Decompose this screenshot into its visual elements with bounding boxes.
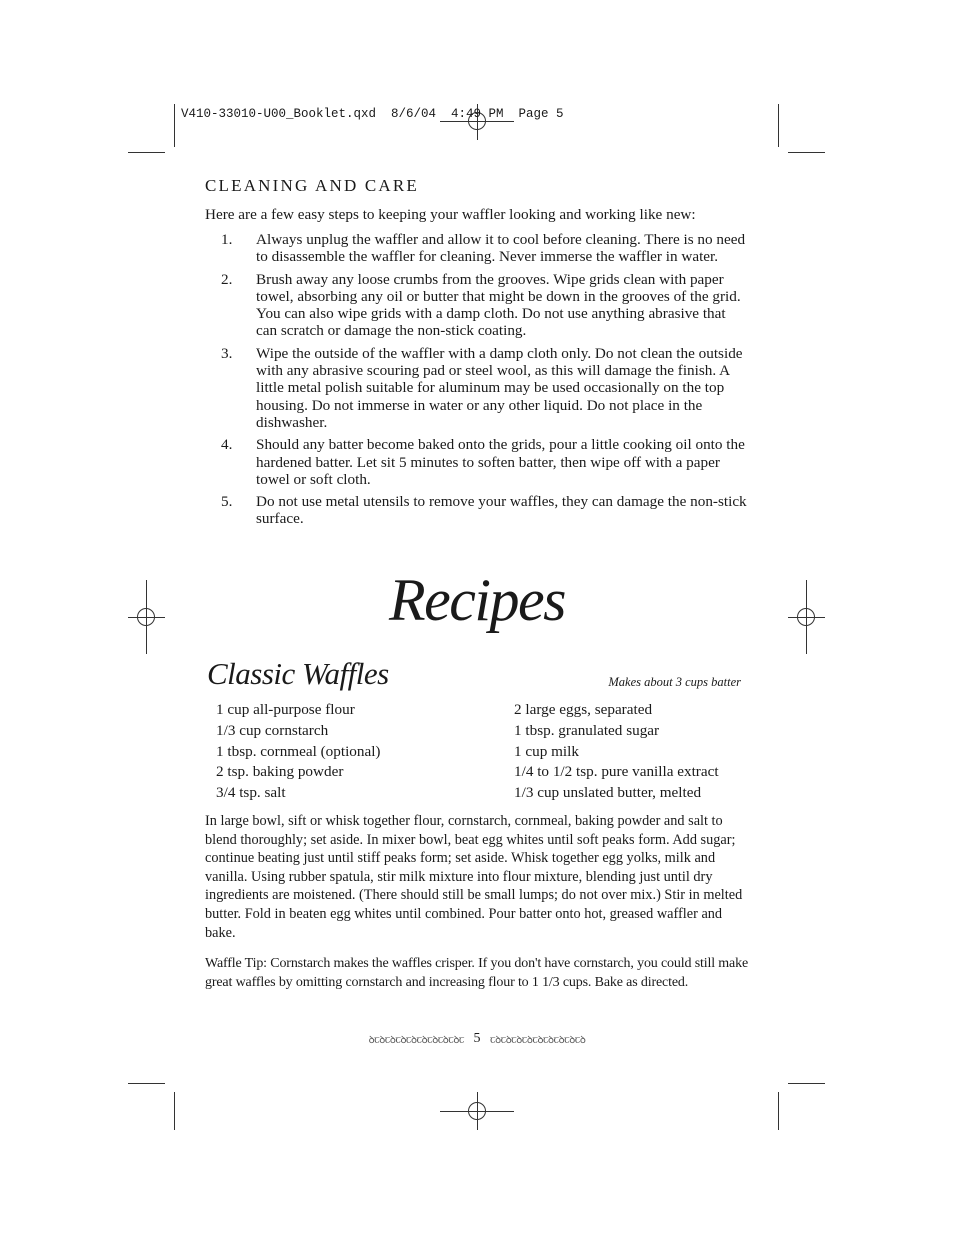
step-text: Brush away any loose crumbs from the grooves. Wipe grids clean with paper towel, absorbing any oil or butter that might be down in the grooves of the grid. You can also wipe grids with a damp cloth. Do not use anything abrasive that can scratch or damage the non-stick coating. (256, 270, 741, 340)
recipe-yield: Makes about 3 cups batter (608, 675, 741, 689)
ingredient-item: 1 cup all-purpose flour (216, 701, 355, 718)
list-item (205, 436, 750, 488)
cleaning-steps-list (205, 231, 750, 533)
crop-mark (788, 1083, 825, 1084)
crop-mark (778, 104, 779, 147)
ingredient-item: 3/4 tsp. salt (216, 784, 286, 802)
step-text: Do not use metal utensils to remove your waffles, they can damage the non-stick surface. (256, 493, 747, 528)
section-title: CLEANING AND CARE (205, 176, 420, 195)
step-number: 5. (221, 493, 233, 511)
crop-mark (778, 1092, 779, 1130)
page-footer (0, 1031, 954, 1047)
ingredient-item: 1 tbsp. cornmeal (optional) (216, 742, 381, 760)
list-item (205, 231, 750, 266)
waffle-tip: Waffle Tip: Cornstarch makes the waffles crisper. If you don't have cornstarch, you could still make great waffles by omitting cornstarch and increasing flour to 1 1/3 cups. Bake as directed. (205, 956, 749, 990)
ingredient-item: 1/4 to 1/2 tsp. pure vanilla extract (514, 763, 719, 781)
ornament-border-left: ꝺꞇꝺꞇꝺꞇꝺꞇꝺꞇꝺꞇꝺꞇꝺꞇꝺꞇ (368, 1035, 464, 1046)
recipes-heading: Recipes (388, 567, 566, 633)
step-number: 1. (221, 231, 233, 248)
registration-target-icon (468, 1102, 486, 1120)
step-text: Always unplug the waffler and allow it to cool before cleaning. There is no need to disassemble the waffler for cleaning. Never immerse the waffler in water. (256, 231, 746, 266)
page-number: 5 (473, 1031, 481, 1046)
crop-mark (128, 152, 165, 153)
ingredient-item: 1 cup milk (514, 742, 579, 760)
ingredient-item: 2 tsp. baking powder (216, 763, 344, 781)
crop-mark (174, 104, 175, 147)
ornament-border-right: ꞇꝺꞇꝺꞇꝺꞇꝺꞇꝺꞇꝺꞇꝺꞇꝺꞇꝺ (490, 1035, 586, 1046)
crop-mark (788, 152, 825, 153)
list-item (205, 271, 750, 340)
crop-mark (174, 1092, 175, 1130)
ingredient-item: 1 tbsp. granulated sugar (514, 721, 660, 739)
step-number: 2. (221, 270, 233, 288)
list-item (205, 345, 750, 431)
step-text: Should any batter become baked onto the grids, pour a little cooking oil onto the hardened batter. Let sit 5 minutes to soften batter, then wipe off with a paper towel or soft cloth. (256, 436, 745, 488)
ingredients-left-column (216, 700, 381, 804)
step-number: 4. (221, 436, 233, 454)
ingredient-item: 1/3 cup cornstarch (216, 721, 329, 739)
recipe-method: In large bowl, sift or whisk together flour, cornstarch, cornmeal, baking powder and salt to blend thoroughly; set aside. In mixer bowl, beat egg whites until soft peaks form. Add sugar; continue beating just until stiff peaks form; set aside. Whisk together egg yolks, milk and vanilla. Using rubber spatula, stir milk mixture into flour mixture, blending just until dry ingredients are moistened. (There should still be small lumps; do not over mix.) Stir in melted butter. Fold in beaten egg whites until combined. Pour batter onto hot, greased waffler and bake. (205, 813, 743, 941)
list-item (205, 493, 750, 528)
crop-mark (128, 1083, 165, 1084)
ingredients-right-column (514, 700, 719, 804)
file-slug: V410-33010-U00_Booklet.qxd 8/6/04 4:49 PM Page 5 (181, 107, 564, 121)
step-text: Wipe the outside of the waffler with a damp cloth only. Do not clean the outside with any abrasive scouring pad or steel wool, as this will damage the finish. A little metal polish suitable for aluminum may be used occasionally on the top housing. Do not immerse in water or any other liquid. Do not place in the dishwasher. (256, 344, 743, 431)
step-number: 3. (221, 344, 233, 362)
ingredient-item: 1/3 cup unslated butter, melted (514, 784, 702, 802)
intro-text: Here are a few easy steps to keeping your waffler looking and working like new: (205, 206, 696, 223)
recipe-title: Classic Waffles (207, 656, 389, 691)
ingredient-item: 2 large eggs, separated (514, 701, 653, 718)
